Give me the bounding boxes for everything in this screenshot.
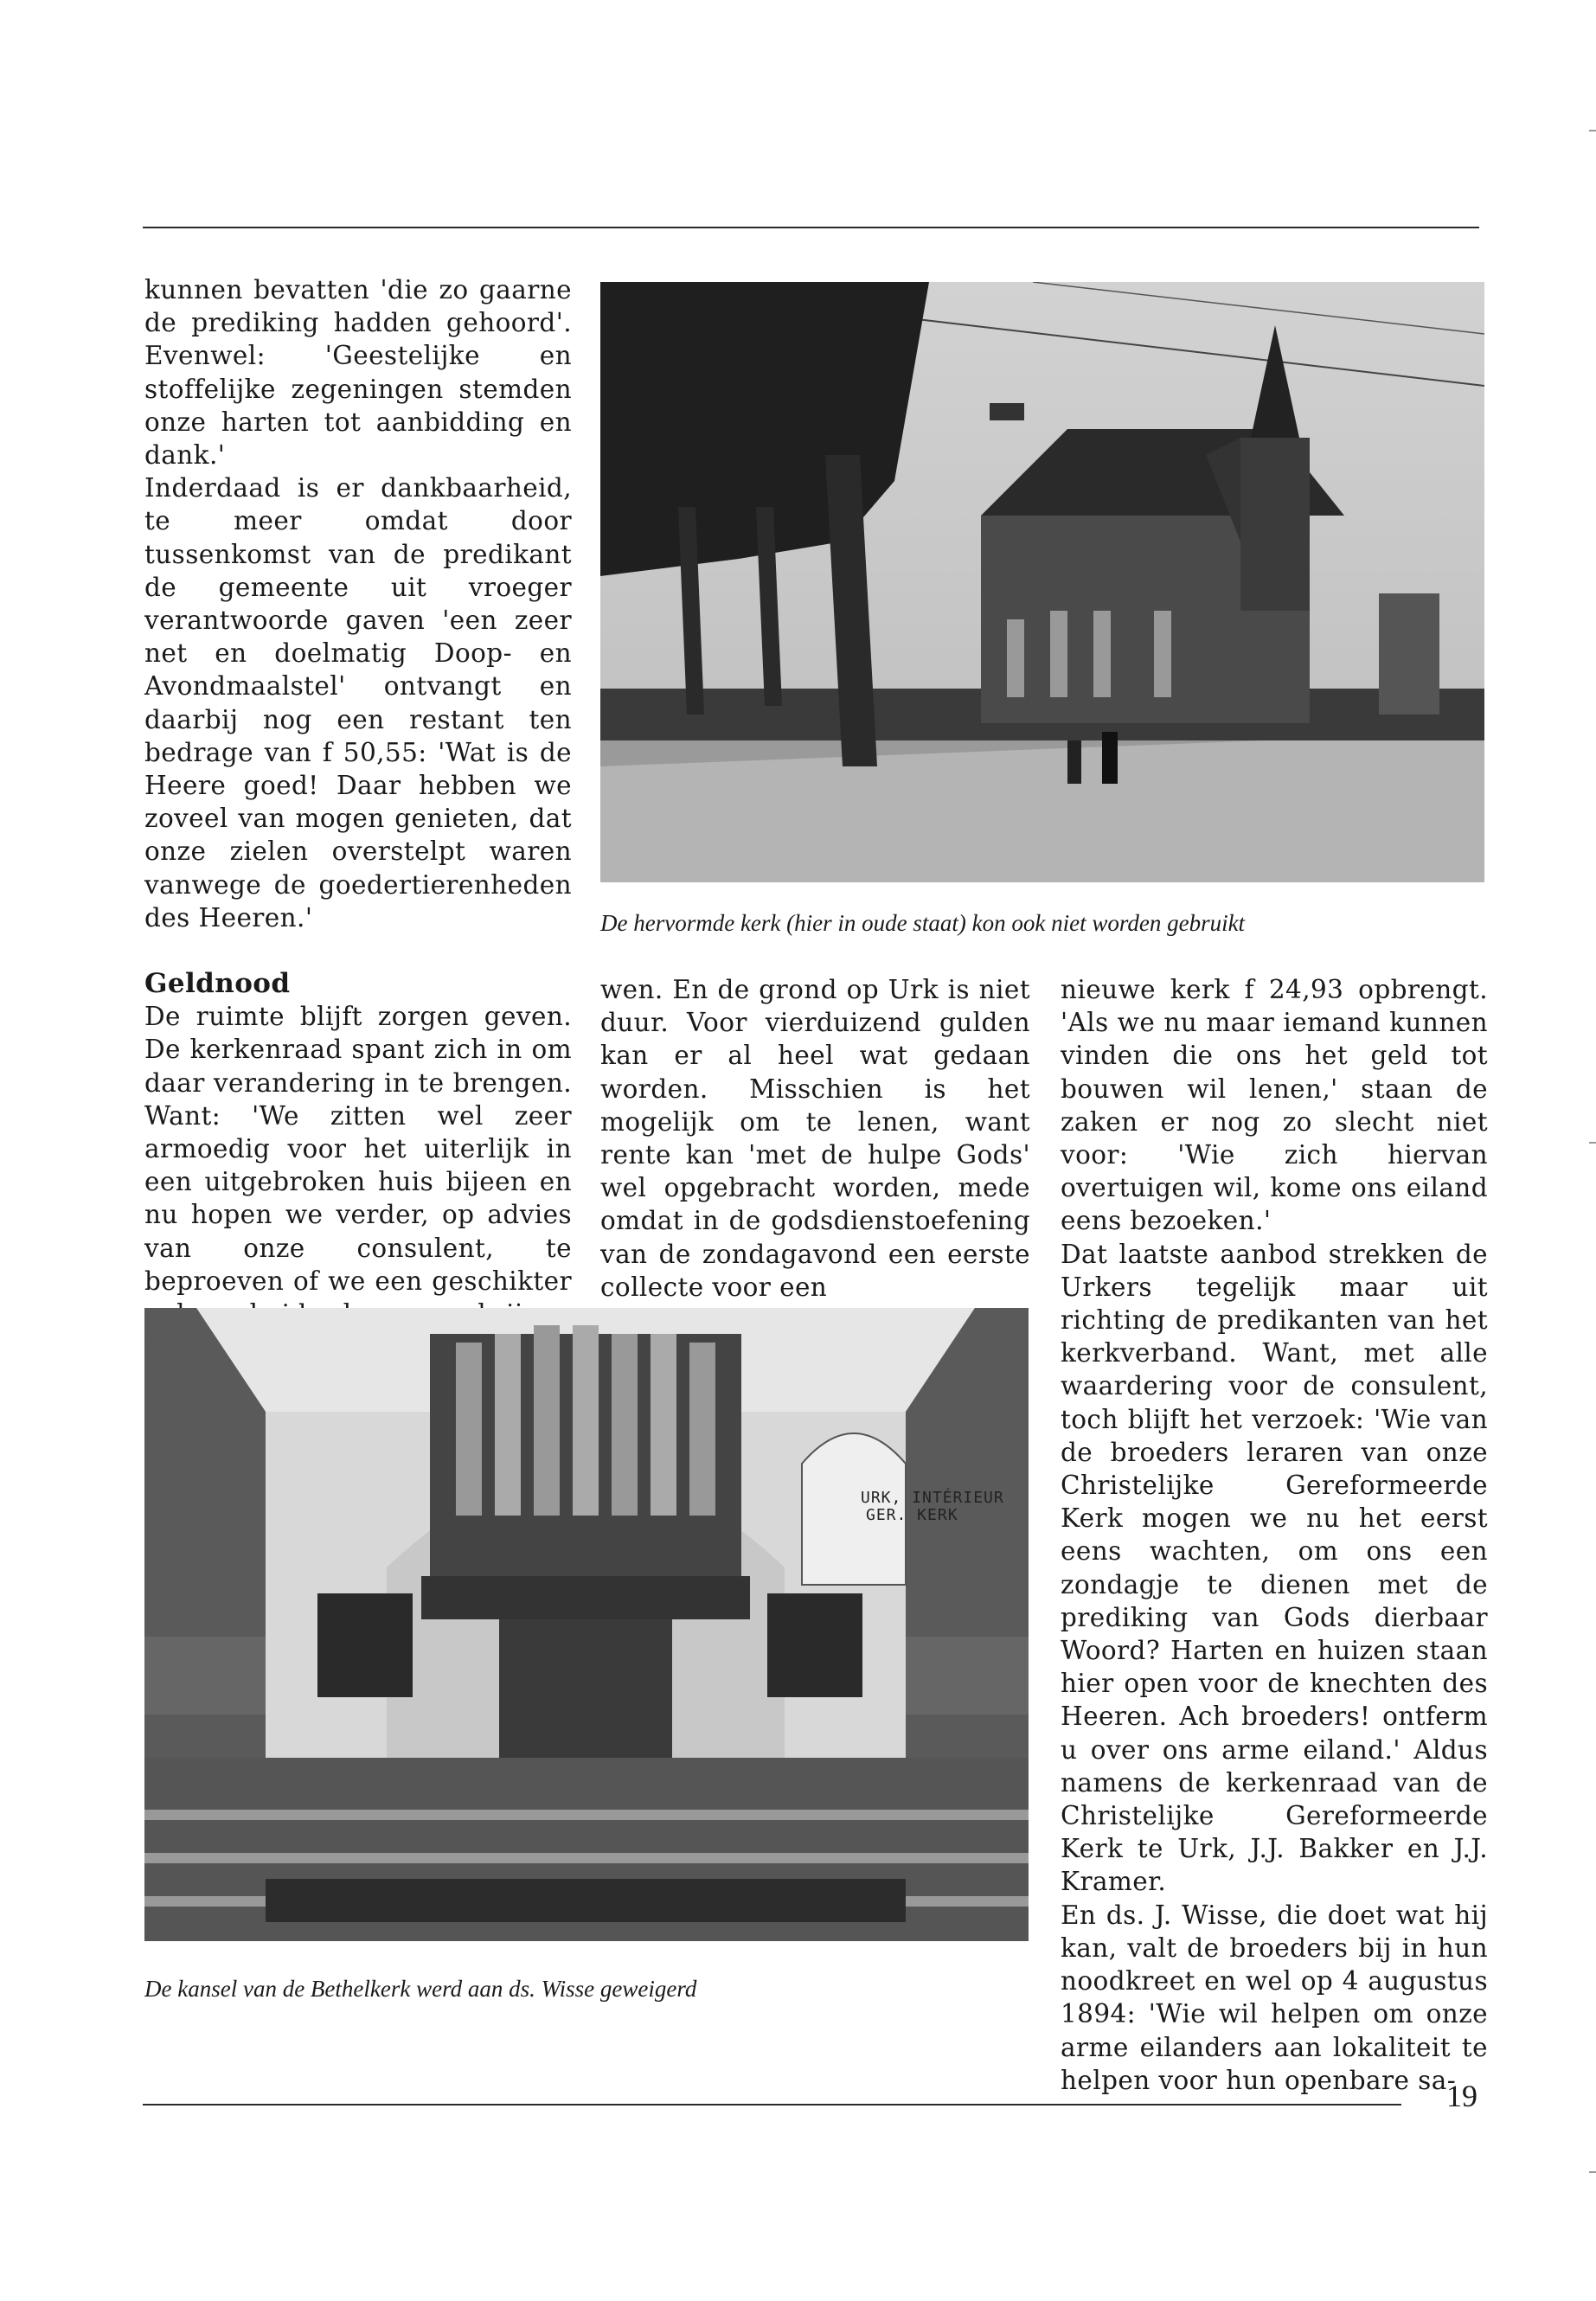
text-column-3 bbox=[1061, 973, 1488, 2097]
inset-label bbox=[861, 1490, 1004, 1524]
col3-paragraph-1: nieuwe kerk f 24,93 opbrengt. 'Als we nu maar iemand kunnen vinden die ons het geld tot bouwen wil lenen,' staan de zaken er nog zo slecht niet voor: 'Wie zich hiervan overtuigen wil, kome ons eiland eens bezoeken.' bbox=[1061, 975, 1488, 1236]
inset-label-line-1: URK, INTÉRIEUR bbox=[861, 1489, 1004, 1507]
church-interior-photo bbox=[144, 1308, 1029, 1941]
page-number: 19 bbox=[1446, 2079, 1477, 2113]
photo2-caption: De kansel van de Bethelkerk werd aan ds. Wisse geweigerd bbox=[144, 1976, 697, 2002]
top-rule bbox=[143, 227, 1479, 228]
col2-paragraph-1: wen. En de grond op Urk is niet duur. Voor vierduizend gulden kan er al heel wat gedaan worden. Misschien is het mogelijk om te lenen, want rente kan 'met de hulpe Gods' wel opgebracht worden, mede omdat in de godsdienstoefening van de zondagavond een eerste collecte voor een bbox=[600, 975, 1030, 1302]
edge-tick-mark bbox=[1589, 1142, 1596, 1144]
church-exterior-photo bbox=[600, 282, 1484, 882]
photo1-caption: De hervormde kerk (hier in oude staat) kon ook niet worden gebruikt bbox=[600, 910, 1246, 936]
section-heading: Geldnood bbox=[144, 968, 291, 1000]
col3-paragraph-3: En ds. J. Wisse, die doet wat hij kan, valt de broeders bij in hun noodkreet en wel op 4 augustus 1894: 'Wie wil helpen om onze arme eilanders aan lokaliteit te helpen voor hun openbare sa- bbox=[1061, 1900, 1488, 2095]
col1-paragraph-2: Inderdaad is er dankbaarheid, te meer omdat door tussenkomst van de predikant de gemeente uit vroeger verantwoorde gaven 'een zeer net en doelmatig Doop- en Avondmaalstel' ontvangt en daarbij nog een restant ten bedrage van f 50,55: 'Wat is de Heere goed! Daar hebben we zoveel van mogen genieten, dat onze zielen overstelpt waren vanwege de goedertierenheden des Heeren.' bbox=[144, 473, 572, 933]
text-column-2 bbox=[600, 973, 1030, 1304]
edge-tick-mark bbox=[1589, 2171, 1596, 2173]
edge-tick-mark bbox=[1589, 130, 1596, 131]
col1-paragraph-1: kunnen bevatten 'die zo gaarne de prediking hadden gehoord'. Evenwel: 'Geestelijke en stoffelijke zegeningen stemden onze harten tot aanbidding en dank.' bbox=[144, 275, 572, 471]
bottom-rule bbox=[143, 2104, 1401, 2106]
col3-paragraph-2: Dat laatste aanbod strekken de Urkers tegelijk maar uit richting de predikanten van het kerkverband. Want, met alle waardering voor de consulent, toch blijft het verzoek: 'Wie van de broeders leraren van onze Christelijke Gereformeerde Kerk mogen we nu het eerst eens wachten, om ons een zondagje te dienen met de prediking van Gods dierbaar Woord? Harten en huizen staan hier open voor de knechten des Heeren. Ach broeders! ontferm u over ons arme eiland.' Aldus namens de kerkenraad van de Christelijke Gereformeerde Kerk te Urk, J.J. Bakker en J.J. Kramer. bbox=[1061, 1239, 1488, 1897]
inset-label-line-2: GER. KERK bbox=[866, 1506, 958, 1524]
col1-paragraph-3: De ruimte blijft zorgen geven. De kerkenraad spant zich in om daar verandering in te brengen. Want: 'We zitten wel zeer armoedig voor het uiterlijk in een uitgebroken huis bijeen en nu hopen we verder, op advies van onze consulent, te beproeven of we een geschikter bbox=[144, 1002, 572, 1296]
text-column-1 bbox=[144, 273, 572, 1430]
